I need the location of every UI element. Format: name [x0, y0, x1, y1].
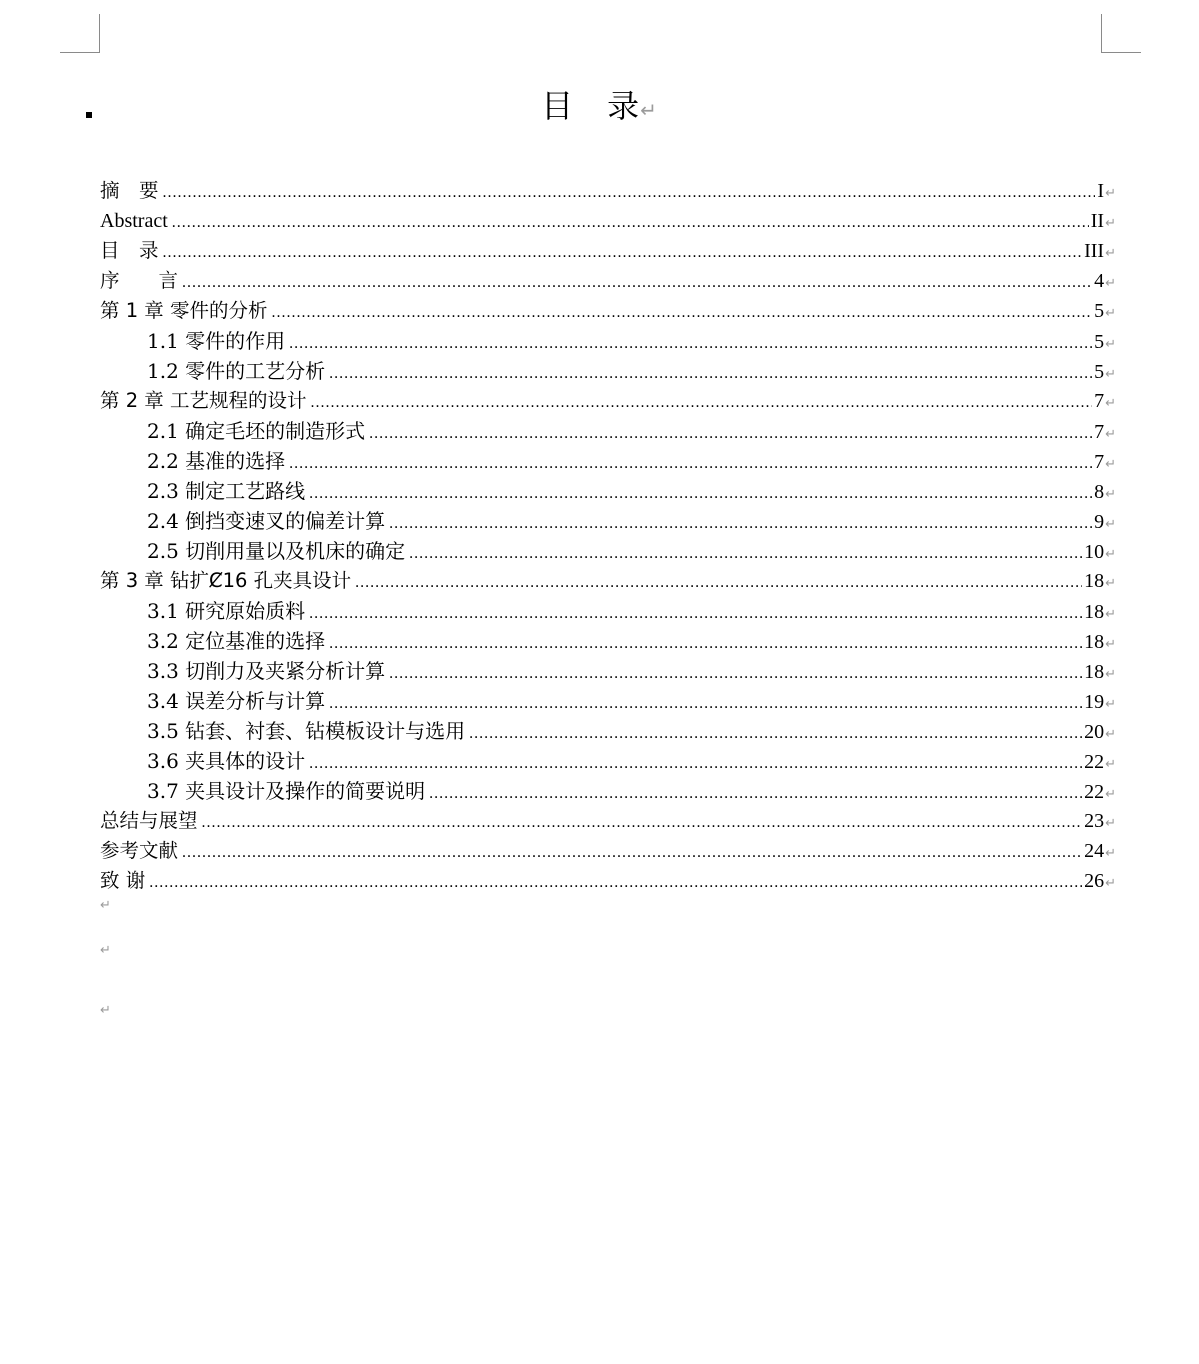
toc-entry[interactable]	[147, 717, 1116, 745]
paragraph-mark-icon: ↵	[1105, 186, 1116, 201]
paragraph-mark-icon: ↵	[1105, 337, 1116, 352]
toc-entry-title: 3.6 夹具体的设计	[147, 749, 306, 773]
toc-entry[interactable]	[147, 747, 1116, 775]
toc-entry-title: 3.7 夹具设计及操作的简要说明	[147, 779, 426, 803]
toc-leader-dots	[309, 600, 1082, 628]
toc-entry-page-number: 23	[1084, 810, 1105, 832]
toc-entry-title: 2.1 确定毛坯的制造形式	[147, 419, 366, 443]
toc-leader-dots	[289, 450, 1092, 478]
toc-leader-dots	[469, 720, 1082, 748]
toc-entry-page-number: 7	[1094, 390, 1105, 412]
paragraph-mark-icon: ↵	[1105, 607, 1116, 622]
toc-entry-title: 1.1 零件的作用	[147, 329, 286, 353]
toc-entry-page-number: 8	[1094, 481, 1105, 503]
toc-entry[interactable]	[147, 357, 1116, 385]
page-title-text: 目 录	[541, 87, 641, 125]
paragraph-mark-icon: ↵	[1105, 787, 1116, 802]
toc-entry-page-number: 26	[1084, 870, 1105, 892]
toc-entry-title: 3.5 钻套、衬套、钻模板设计与选用	[147, 719, 466, 743]
paragraph-mark-icon: ↵	[1105, 487, 1116, 502]
toc-entry[interactable]	[147, 447, 1116, 475]
toc-entry[interactable]	[100, 837, 1116, 865]
toc-entry-page-number: I	[1097, 180, 1105, 202]
toc-leader-dots	[355, 569, 1082, 597]
toc-entry-title: 致 谢	[100, 869, 146, 892]
toc-entry-title: 第 1 章 零件的分析	[100, 299, 268, 322]
toc-leader-dots	[202, 809, 1083, 837]
toc-entry-title: 1.2 零件的工艺分析	[147, 359, 326, 383]
toc-entry-page-number: 20	[1084, 721, 1105, 743]
toc-entry[interactable]	[100, 387, 1116, 415]
toc-entry-title: 总结与展望	[100, 809, 198, 832]
paragraph-mark-icon: ↵	[1105, 727, 1116, 742]
toc-leader-dots	[409, 540, 1082, 568]
toc-leader-dots	[429, 780, 1082, 808]
toc-entry[interactable]	[147, 597, 1116, 625]
toc-leader-dots	[329, 360, 1092, 388]
paragraph-mark-icon: ↵	[1105, 757, 1116, 772]
toc-entry[interactable]	[100, 807, 1116, 835]
toc-leader-dots	[389, 660, 1082, 688]
paragraph-mark-icon: ↵	[100, 943, 111, 958]
toc-entry[interactable]	[147, 687, 1116, 715]
toc-entry[interactable]	[147, 417, 1116, 445]
toc-entry-title: 目 录	[100, 239, 159, 262]
toc-entry-page-number: 5	[1094, 331, 1105, 353]
paragraph-mark-icon: ↵	[1105, 846, 1116, 861]
toc-entry[interactable]	[100, 567, 1116, 595]
toc-entry[interactable]	[100, 207, 1116, 235]
toc-entry-page-number: 9	[1094, 511, 1105, 533]
toc-entry[interactable]	[100, 237, 1116, 265]
toc-entry-page-number: 5	[1094, 300, 1105, 322]
toc-leader-dots	[149, 869, 1082, 897]
toc-leader-dots	[172, 209, 1089, 237]
toc-entry-page-number: 22	[1084, 781, 1105, 803]
paragraph-mark-icon: ↵	[1105, 876, 1116, 891]
paragraph-mark-icon: ↵	[1105, 697, 1116, 712]
paragraph-mark-icon: ↵	[1105, 457, 1116, 472]
paragraph-mark-icon: ↵	[100, 1003, 111, 1018]
toc-leader-dots	[289, 330, 1092, 358]
toc-entry-page-number: 19	[1084, 691, 1105, 713]
toc-entry-page-number: 24	[1084, 840, 1105, 862]
toc-leader-dots	[309, 750, 1082, 778]
toc-entry-title: 3.4 误差分析与计算	[147, 689, 326, 713]
toc-entry[interactable]	[100, 267, 1116, 295]
paragraph-mark-icon: ↵	[1105, 816, 1116, 831]
toc-entry-title: 2.2 基准的选择	[147, 449, 286, 473]
paragraph-mark-icon: ↵	[1105, 517, 1116, 532]
paragraph-mark-icon: ↵	[1105, 306, 1116, 321]
toc-leader-dots	[309, 480, 1092, 508]
paragraph-mark-icon: ↵	[1105, 427, 1116, 442]
toc-entry-page-number: 4	[1094, 270, 1105, 292]
paragraph-mark-icon: ↵	[1105, 637, 1116, 652]
toc-leader-dots	[329, 690, 1082, 718]
toc-entry-page-number: III	[1084, 240, 1105, 262]
paragraph-mark-icon: ↵	[1105, 276, 1116, 291]
toc-entry-title: 3.3 切削力及夹紧分析计算	[147, 659, 386, 683]
toc-entry-page-number: 10	[1084, 541, 1105, 563]
toc-entry-page-number: 7	[1094, 451, 1105, 473]
toc-leader-dots	[163, 239, 1083, 267]
paragraph-mark-icon: ↵	[1105, 576, 1116, 591]
toc-entry[interactable]	[147, 477, 1116, 505]
toc-entry-page-number: II	[1090, 210, 1105, 232]
toc-entry[interactable]	[147, 627, 1116, 655]
toc-leader-dots	[163, 179, 1096, 207]
toc-entry[interactable]	[100, 867, 1116, 895]
paragraph-mark-icon: ↵	[100, 898, 111, 913]
toc-entry-page-number: 18	[1084, 601, 1105, 623]
toc-leader-dots	[329, 630, 1082, 658]
toc-entry-page-number: 22	[1084, 751, 1105, 773]
toc-entry[interactable]	[100, 297, 1116, 325]
toc-entry-page-number: 18	[1084, 631, 1105, 653]
paragraph-mark-icon: ↵	[1105, 547, 1116, 562]
toc-entry-title: 3.1 研究原始质料	[147, 599, 306, 623]
toc-entry-title: 第 2 章 工艺规程的设计	[100, 389, 307, 412]
toc-entry-title: 2.3 制定工艺路线	[147, 479, 306, 503]
toc-entry-page-number: 18	[1084, 570, 1105, 592]
toc-entry-title: Abstract	[100, 210, 168, 232]
toc-leader-dots	[389, 510, 1092, 538]
toc-leader-dots	[182, 839, 1082, 867]
toc-entry[interactable]	[147, 657, 1116, 685]
paragraph-mark-icon: ↵	[1105, 396, 1116, 411]
paragraph-mark-icon: ↵	[640, 98, 658, 122]
toc-entry[interactable]	[147, 327, 1116, 355]
toc-entry-title: 摘 要	[100, 179, 159, 202]
toc-entry-title: 2.5 切削用量以及机床的确定	[147, 539, 406, 563]
toc-entry-title: 序 言	[100, 269, 179, 292]
toc-leader-dots	[311, 389, 1093, 417]
paragraph-mark-icon: ↵	[1105, 216, 1116, 231]
toc-entry-title: 2.4 倒挡变速叉的偏差计算	[147, 509, 386, 533]
paragraph-mark-icon: ↵	[1105, 667, 1116, 682]
toc-entry-title: 第 3 章 钻扩Ȼ16 孔夹具设计	[100, 569, 352, 592]
toc-entry-title: 3.2 定位基准的选择	[147, 629, 326, 653]
toc-entry[interactable]	[147, 537, 1116, 565]
toc-entry[interactable]	[100, 177, 1116, 205]
paragraph-mark-icon: ↵	[1105, 367, 1116, 382]
toc-entry-page-number: 7	[1094, 421, 1105, 443]
toc-entry-page-number: 18	[1084, 661, 1105, 683]
toc-leader-dots	[182, 269, 1092, 297]
toc-leader-dots	[369, 420, 1092, 448]
toc-entry[interactable]	[147, 777, 1116, 805]
toc-entry[interactable]	[147, 507, 1116, 535]
paragraph-mark-icon: ↵	[1105, 246, 1116, 261]
toc-entry-title: 参考文献	[100, 839, 179, 862]
toc-leader-dots	[272, 299, 1093, 327]
toc-entry-page-number: 5	[1094, 361, 1105, 383]
